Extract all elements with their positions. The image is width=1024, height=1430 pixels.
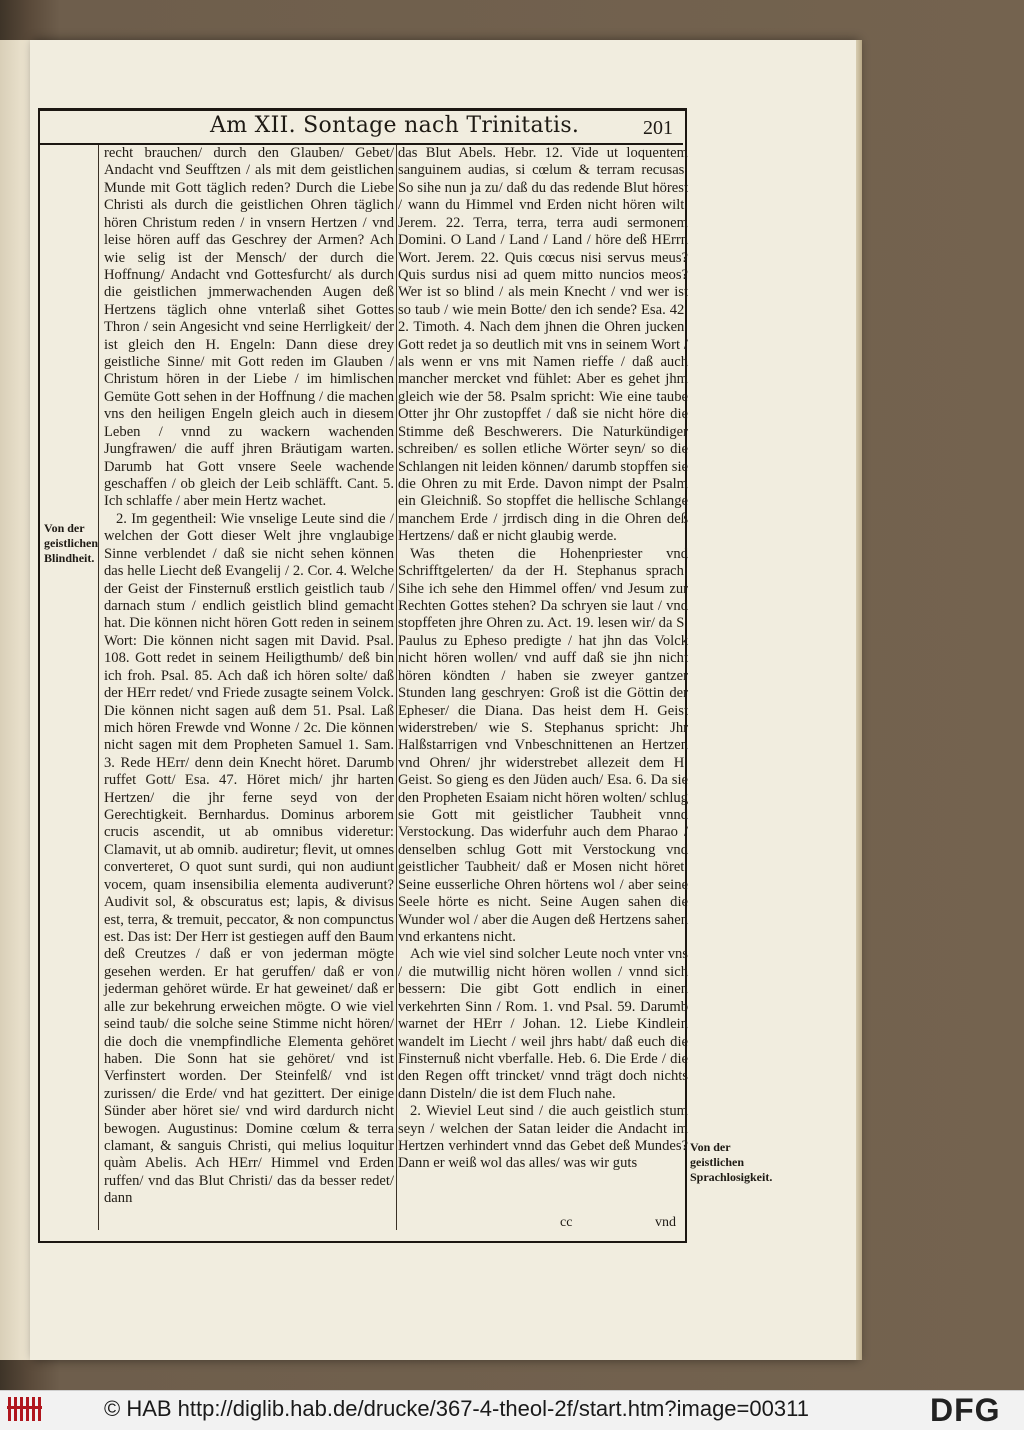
left-column <box>104 145 394 1208</box>
source-link[interactable]: © HAB http://diglib.hab.de/drucke/367-4-theol-2f/start.htm?image=00311 <box>104 1396 809 1421</box>
paragraph: 2. Wieviel Leut sind / die auch geistlich stum seyn / welchen der Satan leider die Andacht im Hertzen verhindert vnnd das Gebet deß Mundes? Dann er weiß wol das alles/ was wir guts <box>398 1103 688 1172</box>
catchword: vnd <box>655 1215 676 1230</box>
margin-rule <box>98 145 99 1230</box>
margin-note-blindness: Von der geistlichen Blindheit. <box>44 521 98 565</box>
hab-logo-icon <box>6 1393 44 1425</box>
previous-page-edge <box>0 40 30 1360</box>
right-column <box>398 145 688 1173</box>
signature-mark: cc <box>560 1215 573 1230</box>
paragraph: 2. Im gegentheil: Wie vnselige Leute sind die / welchen der Gott dieser Welt jhre vnglaubige Sinne verblendet / daß sie nicht sehen können das helle Liecht deß Evangelij / 2. Cor. 4. Welche der Geist der Finsternuß erstlich geistlich taub / darnach stum / endlich geistlich blind gemacht hat. Die können nicht hören Gott reden in seinem Wort: Die können nicht sagen mit David. Psal. 108. Gott redet in seinem Heiligthumb/ deß bin ich froh. Psal. 85. Ach daß ich hören solte/ daß der HErr redet/ vnd Friede zusagte seinem Volck. Die können nicht sagen auß dem 51. Psal. Laß mich hören Frewde vnd Wonne / 2c. Die können nicht sagen mit dem Propheten Samuel 1. Sam. 3. Rede HErr/ denn dein Knecht höret. Darumb ruffet Gott/ Esa. 47. Höret mich/ jhr harten Hertzen/ die jhr ferne seyd von der Gerechtigkeit. Bernhardus. Dominus arborem crucis ascendit, ut ab omnibus videretur: Clamavit, ut ab omnib. audiretur; flevit, ut omnes converteret, O quot sunt surdi, qui non audiunt vocem, quam insensibilia elementa audiverunt? Audivit sol, & obscuratus est; lapis, & divisus est, terra, & tremuit, peccator, & non compunctus est. Das ist: Der Herr ist gestiegen auff den Baum deß Creutzes / daß er von jederman mögte gesehen werden. Er hat geruffen/ daß er von jederman gehöret würde. Er hat geweinet/ daß er alle zur bekehrung erweichen mögte. O wie viel seind taub/ die solche seine Stimme nicht hören/ die doch die vnempfindliche Elementa gehöret haben. Die Sonn hat sie gehöret/ vnd ist Verfinstert worden. Der Steinfelß/ vnd ist zurissen/ die Erde/ vnd hat gezittert. Der einige Sünder aber höret sie/ vnd wird dardurch nicht bewogen. Augustinus: Domine cœlum & terra clamant, & sanguis Christi, qui melius loquitur quàm Abelis. Ach HErr/ Himmel vnd Erden ruffen/ vnd das Blut Christi/ das da besser redet/ dann <box>104 510 394 1207</box>
running-head <box>40 113 683 145</box>
column-rule <box>396 145 397 1230</box>
paragraph: recht brauchen/ durch den Glauben/ Gebet/ Andacht vnd Seufftzen / als mit dem geistlichen Munde mit Gott täglich reden? Durch die Liebe Christi als durch die geistlichen Ohren täglich hören Christum reden / in vnsern Hertzen / vnd leise hören auff das Geschrey der Armen? Ach wie selig ist der Mensch/ der durch die Hoffnung/ Andacht vnd Gottesfurcht/ als durch die geistlichen jmmerwachenden Augen deß Hertzens täglich ohne vnterlaß sihet Gottes Thron / sein Angesicht vnd seine Herrligkeit/ der ist gleich den H. Engeln: Dann diese drey geistliche Sinne/ mit Gott reden im Glauben / Christum hören in der Liebe / im himlischen Gemüte Gott sehen in der Hoffnung / die machen vns den heiligen Engeln gleich auch in diesem Leben / vnnd zu wackern wachenden Jungfrawen/ die auff jhren Bräutigam warten. Darumb hat Gott vnsere Seele wachende geschaffen / ob gleich der Leib schläfft. Cant. 5. Ich schlaffe / aber mein Hertz wachet. <box>104 145 394 510</box>
paragraph: das Blut Abels. Hebr. 12. Vide ut loquentem sanguinem audias, si cœlum & terram recusas. So sihe nun ja zu/ daß du das redende Blut hörest / wann du Himmel vnd Erden nicht hören wilt. Jerem. 22. Terra, terra, terra audi sermonem Domini. O Land / Land / Land / höre deß HErrn Wort. Jerem. 22. Quis cœcus nisi servus meus? Quis surdus nisi ad quem mitto nuncios meos? Wer ist so blind / als mein Knecht / vnd wer ist so taub / wie mein Botte/ den ich sende? Esa. 42. 2. Timoth. 4. Nach dem jhnen die Ohren jucken. Gott redet ja so deutlich mit vns in seinem Wort / als wenn er vns mit Namen rieffe / daß auch mancher mercket vnd fühlet: Aber es gehet jhm gleich wie der 58. Psalm spricht: Wie eine taube Otter jhr Ohr zustopffet / daß sie nicht höre die Stimme deß Beschwerers. Die Naturkündiger schreiben/ es sollen etliche Wörter seyn/ so die Schlangen nit leiden können/ darumb stopffen sie die Ohren zu mit Erde. Davon nimpt der Psalm ein Gleichniß. So stopffet die hellische Schlange manchem Erde / jrrdisch ding in die Ohren deß Hertzens/ daß er nicht glaubig werde. <box>398 145 688 545</box>
paragraph: Was theten die Hohenpriester vnd Schrifftgelerten/ da der H. Stephanus sprach: Sihe ich sehe den Himmel offen/ vnd Jesum zur Rechten Gottes stehen? Da schryen sie laut / vnd stopffeten jhre Ohren zu. Act. 19. lesen wir/ da S. Paulus zu Epheso predigte / hat jhn das Volck nicht hören wollen/ vnd auff daß sie jhn nicht hören köndten / haben sie zweyer gantzer Stunden lang geschryen: Groß ist die Göttin der Epheser/ die Diana. Das heist dem H. Geist widerstreben/ wie S. Stephanus spricht: Jhr Halßstarrigen vnd Vnbeschnittenen an Hertzen vnd Ohren/ jhr widerstrebet allezeit dem H. Geist. So gieng es den Jüden auch/ Esa. 6. Da sie den Propheten Esaiam nicht hören wolten/ schlug sie Gott mit geistlicher Taubheit vnnd Verstockung. Das widerfuhr auch dem Pharao / denselben schlug Gott mit Verstockung vnd geistlicher Taubheit/ daß er Mosen nicht höret. Seine eusserliche Ohren hörtens wol / aber seine Seele hörte es nicht. Seine Augen sahen die Wunder wol / aber die Augen deß Hertzens sahen vnd erkantens nicht. <box>398 545 688 945</box>
running-head-title: Am XII. Sontage nach Trinitatis. <box>210 113 580 138</box>
page-edge <box>856 40 862 1360</box>
paragraph: Ach wie viel sind solcher Leute noch vnter vns / die mutwillig nicht hören wollen / vnnd sich bessern: Die gibt Gott endlich in einen verkehrten Sinn / Rom. 1. vnd Psal. 59. Darumb warnet der HErr / Johan. 12. Liebe Kindlein wandelt im Liecht / weil jhrs habt/ daß euch die Finsternuß nicht vberfalle. Heb. 6. Die Erde / die den Regen offt trincket/ vnnd trägt doch nichts dann Disteln/ die ist dem Fluch nahe. <box>398 946 688 1102</box>
page-number: 201 <box>643 117 673 139</box>
dfg-logo: DFG <box>930 1392 1001 1428</box>
margin-note-speechlessness: Von der geistlichen Sprachlosigkeit. <box>690 1140 773 1184</box>
book-page <box>30 40 856 1360</box>
